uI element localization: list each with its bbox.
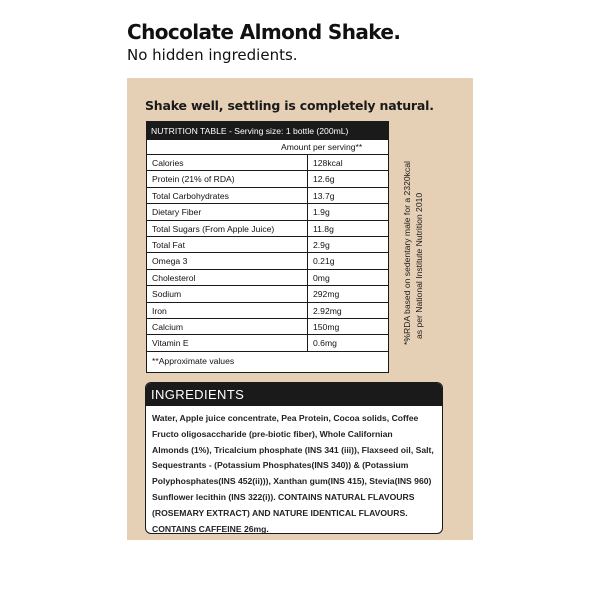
amount-per-serving-header: Amount per serving** [281,142,363,152]
nutrition-footnote: **Approximate values [152,355,235,366]
nutrient-value: 0.6mg [313,338,337,349]
nutrient-name: Vitamin E [152,338,189,349]
nutrition-column-header-row [147,140,388,155]
nutrient-name: Total Fat [152,239,185,250]
column-divider [307,188,308,203]
nutrition-row [147,237,388,253]
nutrition-table [146,121,389,373]
nutrition-row [147,286,388,302]
rda-note [402,161,425,345]
ingredients-line: Almonds (1%), Tricalcium phosphate (INS 341 (iii)), Flaxseed oil, Salt, [152,444,434,455]
ingredients-line: Sequestrants - (Potassium Phosphates(INS 340)) & (Potassium [152,460,409,471]
nutrition-row [147,188,388,204]
column-divider [307,335,308,350]
ingredients-line: Sunflower lecithin (INS 322(i)). CONTAINS NATURAL FLAVOURS [152,491,415,502]
nutrient-value: 2.92mg [313,305,342,316]
column-divider [307,253,308,268]
nutrient-value: 2.9g [313,239,330,250]
nutrient-value: 150mg [313,321,340,332]
ingredients-text [146,406,442,534]
nutrition-row [147,270,388,286]
nutrition-row [147,253,388,269]
ingredients-line: (ROSEMARY EXTRACT) AND NATURE IDENTICAL FLAVOURS. [152,507,408,518]
nutrient-name: Omega 3 [152,256,188,267]
nutrient-name: Protein (21% of RDA) [152,174,235,185]
rda-note-line-1: *%RDA based on sedentary male for a 2320kcal [402,161,412,345]
column-divider [307,303,308,318]
nutrition-rows [147,155,388,352]
nutrient-name: Calories [152,158,184,168]
column-divider [307,286,308,301]
nutrition-row [147,171,388,187]
rda-note-line-2: as per National Institute Nutrition 2010 [413,192,424,339]
nutrient-name: Iron [152,305,167,316]
nutrition-row [147,303,388,319]
nutrient-name: Total Sugars (From Apple Juice) [152,223,275,234]
nutrition-row [147,221,388,237]
ingredients-line: CONTAINS CAFFEINE 26mg. [152,523,269,534]
column-divider [307,155,308,170]
nutrient-name: Calcium [152,321,184,332]
nutrient-value: 128kcal [313,158,343,168]
product-subtitle: No hidden ingredients. [127,46,298,64]
column-divider [307,319,308,334]
column-divider [307,237,308,252]
nutrient-value: 1.9g [313,207,330,218]
nutrient-value: 12.6g [313,174,335,185]
nutrient-value: 13.7g [313,190,335,201]
nutrient-name: Dietary Fiber [152,207,202,218]
nutrition-footnote-row [147,352,388,370]
ingredients-line: Polyphosphates(INS 452(ii))), Xanthan gum(INS 415), Stevia(INS 960) [152,476,432,487]
nutrient-value: 0mg [313,272,330,283]
nutrition-row [147,319,388,335]
ingredients-box [145,382,443,534]
nutrient-value: 0.21g [313,256,335,267]
nutrition-table-header: NUTRITION TABLE - Serving size: 1 bottle (200mL) [147,122,388,140]
nutrient-name: Cholesterol [152,272,196,283]
nutrition-row [147,335,388,351]
column-divider [307,270,308,285]
shake-note: Shake well, settling is completely natural. [145,98,434,113]
nutrition-row [147,204,388,220]
nutrient-value: 292mg [313,289,340,300]
nutrient-value: 11.8g [313,223,334,234]
nutrition-row [147,155,388,171]
nutrient-name: Total Carbohydrates [152,190,229,201]
ingredients-line: Water, Apple juice concentrate, Pea Protein, Cocoa solids, Coffee [152,413,419,423]
product-title: Chocolate Almond Shake. [127,20,401,44]
ingredients-line: Fructo oligosaccharide (pre-biotic fiber), Whole Californian [152,428,393,439]
column-divider [307,171,308,186]
nutrient-name: Sodium [152,289,182,300]
column-divider [307,204,308,219]
ingredients-heading: INGREDIENTS [146,383,442,406]
column-divider [307,221,308,236]
